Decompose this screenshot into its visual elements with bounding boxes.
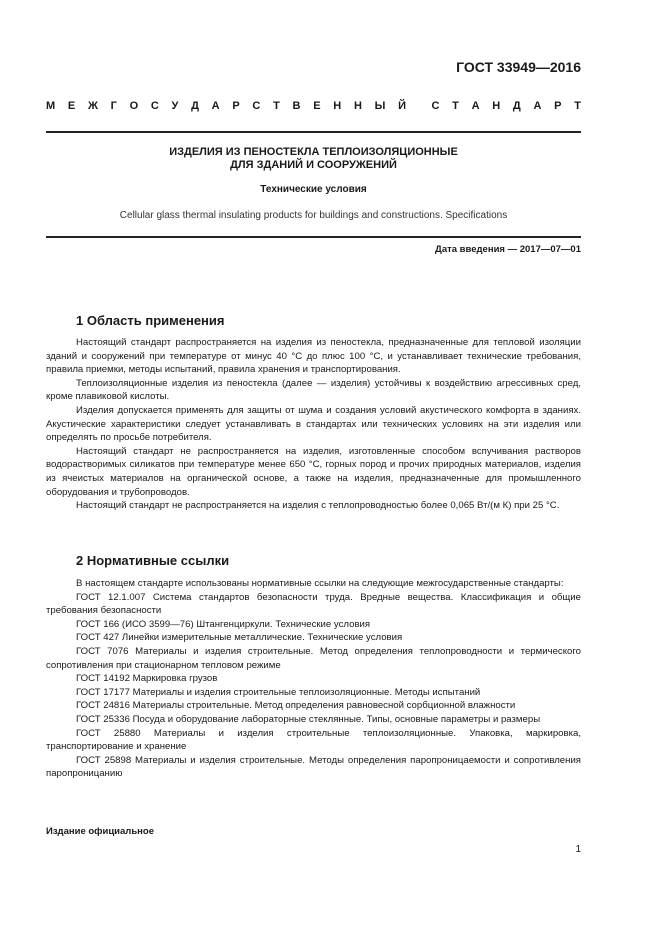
title-rule — [46, 236, 581, 238]
banner-letter: Ы — [374, 100, 386, 112]
title-line-2: ДЛЯ ЗДАНИЙ И СООРУЖЕНИЙ — [230, 159, 397, 171]
banner-letter: В — [292, 100, 301, 112]
banner-letter: Е — [67, 100, 76, 112]
english-title: Cellular glass thermal insulating products for buildings and constructions. Specifications — [119, 210, 508, 221]
reference-item: ГОСТ 427 Линейки измерительные металлические. Технические условия — [76, 632, 403, 644]
banner-letter: Р — [554, 100, 562, 112]
section-1-heading: 1 Область применения — [76, 313, 225, 328]
introduction-date: Дата введения — 2017—07—01 — [435, 244, 581, 255]
document-subtitle: Технические условия — [260, 184, 367, 195]
reference-item: ГОСТ 24816 Материалы строительные. Метод определения равновесной сорбционной влажности — [76, 700, 516, 712]
banner-letter: Р — [232, 100, 240, 112]
banner-letter: А — [471, 100, 480, 112]
edition-note: Издание официальное — [46, 826, 154, 837]
banner-letter: Т — [574, 100, 581, 112]
paragraph: Настоящий стандарт распространяется на изделия из пеностекла, предназначенные для тепловой изоляции зданий и сооружений при температуре от минус 40 °С до плюс 100 °С, и устанавливает технические требования, правила приемки, методы испытаний, правила хранения и транспортирования. — [46, 337, 581, 376]
banner-letter: А — [533, 100, 542, 112]
reference-item: ГОСТ 12.1.007 Система стандартов безопасности труда. Вредные вещества. Классификация и общие требования безопасности — [46, 591, 581, 617]
banner-letter: Т — [452, 100, 459, 112]
banner-letter: Т — [273, 100, 280, 112]
reference-item: ГОСТ 7076 Материалы и изделия строительные. Метод определения теплопроводности и термического сопротивления при стационарном тепловом режиме — [46, 645, 581, 671]
document-title — [46, 146, 581, 172]
banner-letter: Н — [492, 100, 501, 112]
banner-letter: Н — [333, 100, 342, 112]
section-1-body — [46, 336, 581, 513]
banner-letter: С — [431, 100, 440, 112]
banner-letter: С — [252, 100, 261, 112]
banner-letter: Ж — [87, 100, 98, 112]
banner-letter: Е — [313, 100, 321, 112]
header-rule — [46, 131, 581, 133]
banner-letter: Д — [512, 100, 521, 112]
page-number: 1 — [575, 844, 581, 855]
paragraph: Настоящий стандарт не распространяется на изделия, изготовленные способом вспучивания растворов водорастворимых силикатов при температуре менее 650 °С, горных пород и прочих природных материалов, изделия из ячеистых материалов на органической основе, а также на изделия, предназначенные для промышленного оборудования и трубопроводов. — [46, 445, 581, 498]
banner-letter: А — [211, 100, 220, 112]
reference-item: ГОСТ 25880 Материалы и изделия строительные теплоизоляционные. Упаковка, маркировка, транспортирование и хранение — [46, 727, 581, 753]
banner-letter: Н — [353, 100, 362, 112]
paragraph: Изделия допускается применять для защиты от шума и создания условий акустического комфорта в зданиях. Акустические характеристики следует устанавливать в стандартах или технических условиях на эти изделия или определять по просьбе потребителя. — [46, 404, 581, 444]
reference-item: ГОСТ 25898 Материалы и изделия строительные. Методы определения паропроницаемости и сопротивления паропроницанию — [46, 754, 581, 780]
paragraph: Настоящий стандарт не распространяется на изделия с теплопроводностью более 0,065 Вт/(м К) при 25 °С. — [76, 500, 560, 512]
banner-letter: Г — [110, 100, 117, 112]
banner-letter: О — [129, 100, 139, 112]
section-2-body — [46, 577, 581, 781]
banner-letter: С — [150, 100, 159, 112]
reference-item: ГОСТ 17177 Материалы и изделия строительные теплоизоляционные. Методы испытаний — [76, 686, 481, 698]
reference-item: ГОСТ 14192 Маркировка грузов — [76, 673, 218, 685]
paragraph: Теплоизоляционные изделия из пеностекла (далее — изделия) устойчивы к воздействию агрессивных сред, кроме плавиковой кислоты. — [46, 377, 581, 403]
reference-item: ГОСТ 25336 Посуда и оборудование лабораторные стеклянные. Типы, основные параметры и размеры — [76, 713, 541, 725]
section-2-heading: 2 Нормативные ссылки — [76, 553, 230, 568]
reference-item: ГОСТ 166 (ИСО 3599—76) Штангенциркули. Технические условия — [76, 618, 371, 630]
interstate-standard-banner — [46, 100, 581, 112]
standard-code: ГОСТ 33949—2016 — [456, 59, 581, 75]
paragraph: В настоящем стандарте использованы нормативные ссылки на следующие межгосударственные стандарты: — [76, 578, 564, 589]
title-line-1: ИЗДЕЛИЯ ИЗ ПЕНОСТЕКЛА ТЕПЛОИЗОЛЯЦИОННЫЕ — [169, 146, 458, 158]
banner-letter: М — [46, 100, 56, 112]
banner-letter: Й — [398, 100, 407, 112]
banner-letter: Д — [191, 100, 199, 112]
banner-letter: У — [171, 100, 179, 112]
